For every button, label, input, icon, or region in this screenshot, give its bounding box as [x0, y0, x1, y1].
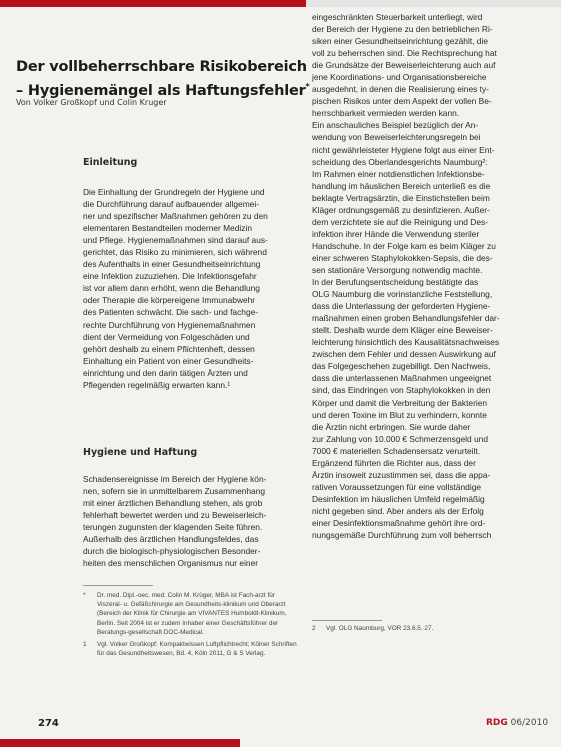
text-line: des Aufenthalts in einer Gesundheitseinrichtung [83, 259, 261, 270]
text-line: sen stationäre Versorgung notwendig machte. [312, 264, 483, 275]
text-line: Pflegenden regelmäßig erwarten kann.¹ [83, 379, 231, 390]
text-line: pischen Risikos unter dem Aspekt der vollen Be- [312, 96, 492, 107]
journal-brand: RDG [486, 718, 508, 728]
footnote-number: 2 [312, 625, 316, 632]
text-line: ist vor allem dann erhöht, wenn die Behandlung [83, 283, 260, 294]
text-line: voll zu beherrschen sind. Die Rechtsprechung hat [312, 48, 497, 59]
text-line: dem verzichtete sie auf die Reinigung und Des- [312, 216, 488, 227]
bottom-accent-bar [0, 739, 240, 747]
text-line: dass die unterlassenen Maßnahmen ungeeignet [312, 373, 492, 384]
text-line: nen, sofern sie in unmittelbarem Zusammenhang [83, 486, 266, 497]
text-line: Ein anschauliches Beispiel bezüglich der An- [312, 120, 479, 131]
text-line: Die Einhaltung der Grundregeln der Hygiene und [83, 187, 265, 197]
text-line: 7000 € materiellen Schadensersatz verurteilt. [312, 445, 481, 456]
text-line: nungsgemäße Durchführung zum voll beherrsch [312, 530, 492, 541]
text-line: mit einer ärztlichen Behandlung stehen, als grob [83, 498, 263, 509]
text-line: einrichtung und den darin tätigen Ärzten und [83, 367, 248, 378]
text-line: zur Zahlung von 10.000 € Schmerzensgeld und [312, 433, 488, 444]
text-line: rativen Voraussetzungen für eine vollständige [312, 481, 482, 492]
text-line: die Grundsätze der Beweiserleichterung auch auf [312, 60, 496, 71]
text-line: die Durchführung darauf aufbauender allgemei- [83, 199, 259, 210]
section-heading-hygiene: Hygiene und Haftung [83, 447, 198, 458]
footnotes-left [83, 591, 297, 661]
footnote [312, 624, 536, 633]
text-line: Einhaltung ein Patient von einer Gesundheits- [83, 355, 254, 366]
text-line: einer schweren Staphylokokken-Sepsis, die des- [312, 252, 493, 263]
text-line: fehlerhaft bewertet werden und zu Beweiserleich- [83, 510, 267, 521]
text-line: infektion ihrer Hände die Verwendung steriler [312, 228, 480, 239]
text-line: beklagte Vertragsärztin, die Einstichstellen beim [312, 192, 490, 203]
journal-issue-number: 06/2010 [510, 718, 549, 728]
text-line: In der Berufungsentscheidung bestätigte das [312, 277, 479, 288]
text-line: und Pflege. Hygienemaßnahmen sind darauf aus- [83, 235, 268, 246]
top-accent-bar [0, 0, 340, 7]
text-line: zwischen dem Fehler und dessen Auswirkung auf [312, 349, 496, 360]
text-line: eingeschränkten Steuerbarkeit unterliegt, wird [312, 12, 483, 22]
text-line: eine Infektion zuzuziehen. Die Infektionsgefahr [83, 271, 257, 282]
text-line: das Folgegeschehen zugebilligt. Den Nachweis, [312, 361, 491, 372]
text-line: Außerhalb des ärztlichen Handlungsfeldes, das [83, 534, 259, 545]
footnote [83, 591, 297, 637]
text-line: Handschuhe. In der Folge kam es beim Kläger zu [312, 240, 496, 251]
text-line: Kläger ordnungsgemäß zu desinfizieren. Außer- [312, 204, 490, 215]
section-heading-einleitung: Einleitung [83, 157, 138, 168]
text-line: terungen zugunsten der klagenden Seite führen. [83, 522, 263, 533]
text-line: einer Desinfektionsmaßnahme gehört ihre ord- [312, 517, 486, 528]
footnotes-right [312, 624, 536, 636]
text-line: durch die biologisch-physiologischen Besonder- [83, 546, 261, 557]
text-line: herrschbarkeit vermieden werden kann. [312, 108, 460, 119]
footnote-text: Vgl. OLG Naumburg, VOR 23.6.5. 27. [326, 625, 434, 632]
footnote-rule-left [83, 585, 153, 586]
article-authors: Von Volker Großkopf und Colin Kruger [16, 98, 167, 107]
footnote-number: 1 [83, 641, 87, 649]
text-line: Desinfektion im häuslichen Umfeld regelmäßig [312, 493, 485, 504]
text-line: und deren Toxine im Blut zu verhindern, konnte [312, 409, 487, 420]
text-line: jene Koordinations- und Organisationsbereiche [312, 72, 487, 83]
top-grey-bar [306, 0, 561, 7]
article-title [16, 58, 316, 101]
text-line: rechte Durchführung von Hygienemaßnahmen [83, 319, 256, 330]
title-line-2: – Hygienemängel als Haftungsfehler* [16, 82, 310, 99]
left-column-hygiene [83, 473, 297, 569]
right-column [312, 11, 536, 541]
text-line: wendung von Beweiserleichterungsregeln bei [312, 132, 481, 143]
text-line: ner und spezifischer Maßnahmen gehören zu den [83, 211, 268, 222]
text-line: ausgedehnt, in denen die Realisierung eines ty- [312, 84, 489, 95]
text-line: gerichtet, das Risiko zu minimieren, sich während [83, 247, 267, 258]
text-line: elementaren Bestandteilen moderner Medizin [83, 223, 252, 234]
text-line: der Bereich der Hygiene zu den betrieblichen Ri- [312, 24, 493, 35]
text-line: die Ärztin nicht erbringen. Sie wurde daher [312, 421, 471, 432]
text-line: maßnahmen einen groben Behandlungsfehler dar- [312, 313, 500, 324]
text-line: heiten des menschlichen Organismus nur einer [83, 558, 259, 569]
footnote-text: Vgl. Volker Großkopf: Kompaktwissen Luftpflichtrecht; Kölner Schriften für das Gesundheitswesen, Bd. 4, Köln 2011, G & S Verlag. [97, 641, 297, 658]
text-line: Schadensereignisse im Bereich der Hygiene kön- [83, 474, 267, 484]
footnote-number: * [83, 592, 86, 599]
footnote [83, 640, 297, 658]
text-line: Im Rahmen einer notdienstlichen Infektionsbe- [312, 168, 485, 179]
text-line: oder Therapie die körpereigene Immunabwehr [83, 295, 256, 306]
text-line: handlung im häuslichen Bereich unterließ es die [312, 180, 491, 191]
text-line: gehört deshalb zu einem Pflichtenheft, dessen [83, 343, 255, 354]
journal-issue [486, 718, 548, 728]
text-line: nicht gegeben sind. Aber anders als der Erfolg [312, 505, 484, 516]
left-column-intro [83, 186, 297, 391]
text-line: leichterung hinsichtlich des Kausalitätsnachweises [312, 337, 500, 348]
page-number: 274 [38, 718, 59, 729]
text-line: Körper und damit die Verbreitung der Bakterien [312, 397, 488, 408]
text-line: dient der Vermeidung von Folgeschäden und [83, 331, 250, 342]
text-line: Ärztin insoweit zuzustimmen sei, dass die appa- [312, 469, 491, 480]
text-line: nicht gewährleisteter Hygiene folgt aus einer Ent- [312, 144, 495, 155]
footnote-text: Dr. med. Dipl.-oec. med. Colin M. Krüger, MBA ist Fach-arzt für Viszeral- u. Gefäßchirurgie am Gesundheits-klinikum und Oberarzt (Bereich der Klinik für Chirurgie am VIVANTES Humboldt-Klinikum, Berlin. Seit 2004 ist er zudem Inhaber einer Geschäftsführer der Beratungs-gesellschaft DOC-Medical. [97, 592, 287, 636]
text-line: dass die Unterlassung der geforderten Hygiene- [312, 301, 491, 312]
title-footnote-mark: * [305, 82, 310, 91]
text-line: stellt. Deshalb wurde dem Kläger eine Beweiser- [312, 325, 493, 336]
text-line: siken einer Gesundheitseinrichtung gezählt, die [312, 36, 488, 47]
text-line: des Patienten schwächt. Die sach- und fachge- [83, 307, 259, 318]
text-line: scheidung des Oberlandesgerichts Naumburg²: [312, 156, 488, 167]
text-line: OLG Naumburg die vorinstanzliche Feststellung, [312, 289, 493, 300]
text-line: sind, das Eindringen von Staphylokokken in den [312, 385, 491, 396]
title-line-1: Der vollbeherrschbare Risikobereich [16, 59, 307, 75]
footnote-rule-right [312, 620, 382, 621]
text-line: Ergänzend führten die Richter aus, dass der [312, 457, 476, 468]
